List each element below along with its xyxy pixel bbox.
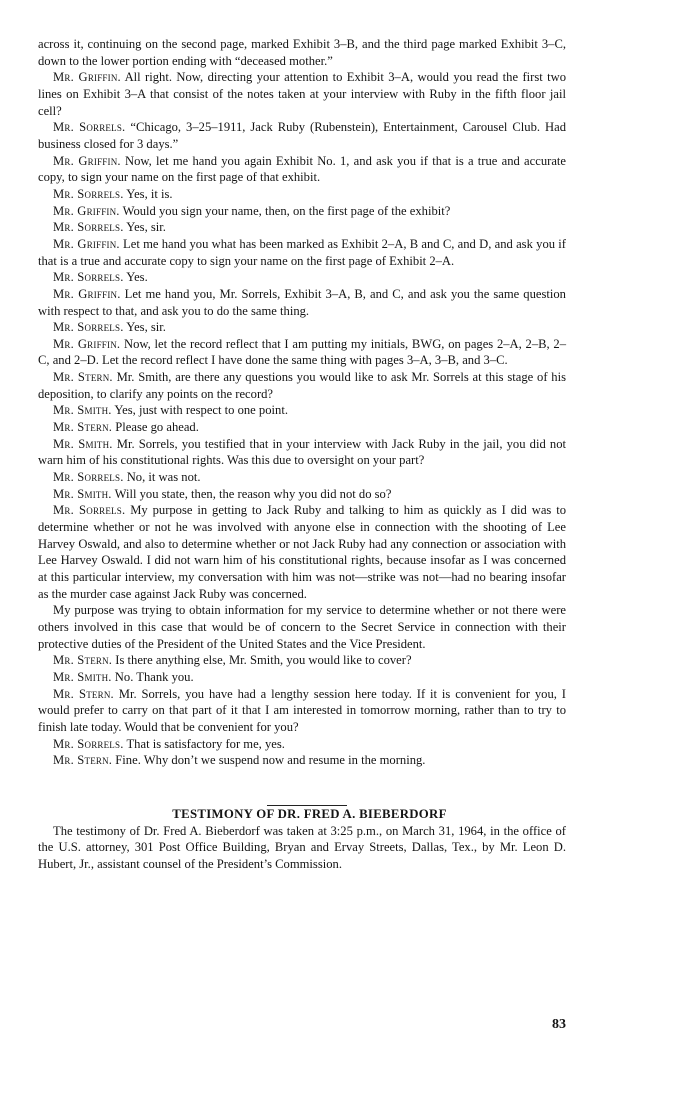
opening-paragraph: across it, continuing on the second page, marked Exhibit 3–B, and the third page marked Exhibit 3–C, down to the lower portion ending with “deceased mother.”	[38, 37, 566, 68]
exchange-text: No, it was not.	[123, 470, 201, 485]
exchange-paragraph	[38, 319, 566, 336]
exchange-text: Yes, sir.	[123, 320, 166, 335]
speaker-label: Mr. Sorrels.	[53, 503, 126, 518]
speaker-label: Mr. Stern.	[53, 370, 113, 385]
section-intro-paragraph: The testimony of Dr. Fred A. Bieberdorf was taken at 3:25 p.m., on March 31, 1964, in the office of the U.S. attorney, 301 Post Office Building, Bryan and Ervay Streets, Dallas, Tex., by Mr. Leon D. Hubert, Jr., assistant counsel of the President’s Commission.	[38, 823, 566, 871]
exchange-text: Yes, sir.	[123, 220, 166, 235]
exchange-paragraph	[38, 336, 566, 369]
exchange-paragraph	[38, 236, 566, 269]
section-divider	[267, 805, 347, 806]
speaker-label: Mr. Smith.	[53, 669, 112, 684]
exchange-text: Let me hand you what has been marked as Exhibit 2–A, B and C, and D, and ask you if that is a true and accurate copy to sign your name on the first page of Exhibit 2–A.	[38, 236, 566, 268]
exchange-paragraph	[38, 602, 566, 652]
speaker-label: Mr. Sorrels.	[53, 470, 124, 485]
exchange-text: Fine. Why don’t we suspend now and resume in the morning.	[112, 753, 426, 768]
speaker-label: Mr. Sorrels.	[53, 186, 124, 201]
exchange-text: Now, let me hand you again Exhibit No. 1, and ask you if that is a true and accurate copy, to sign your name on the first page of that exhibit.	[38, 153, 566, 185]
exchange-paragraph	[38, 369, 566, 402]
speaker-label: Mr. Griffin.	[53, 153, 121, 168]
speaker-label: Mr. Stern.	[53, 753, 113, 768]
exchange-paragraph	[38, 669, 566, 686]
speaker-label: Mr. Sorrels.	[53, 120, 126, 135]
exchange-text: Will you state, then, the reason why you did not do so?	[111, 486, 392, 501]
exchange-paragraph	[38, 119, 566, 152]
exchange-paragraph	[38, 752, 566, 769]
speaker-label: Mr. Smith.	[53, 436, 113, 451]
exchange-paragraph	[38, 469, 566, 486]
exchange-paragraph	[38, 652, 566, 669]
exchange-text: Now, let the record reflect that I am putting my initials, BWG, on pages 2–A, 2–B, 2–C, and 2–D. Let the record reflect I have done the same thing with pages 3–A, 3–B, and 3–C.	[38, 336, 566, 368]
exchange-text: Is there anything else, Mr. Smith, you would like to cover?	[112, 653, 412, 668]
exchange-text: My purpose was trying to obtain information for my service to determine whether or not there were others involved in this case that would be of concern to the Secret Service in connection with their protective duties of the President of the United States and the Vice President.	[38, 603, 566, 651]
speaker-label: Mr. Griffin.	[53, 70, 121, 85]
exchange-list	[38, 69, 566, 769]
speaker-label: Mr. Griffin.	[53, 286, 121, 301]
speaker-label: Mr. Smith.	[53, 486, 112, 501]
exchange-paragraph	[38, 153, 566, 186]
exchange-paragraph	[38, 219, 566, 236]
exchange-paragraph	[38, 69, 566, 119]
exchange-text: “Chicago, 3–25–1911, Jack Ruby (Rubenstein), Entertainment, Carousel Club. Had business closed for 3 days.”	[38, 120, 566, 151]
exchange-text: Mr. Smith, are there any questions you would like to ask Mr. Sorrels at this stage of his deposition, to clarify any points on the record?	[38, 370, 567, 401]
speaker-label: Mr. Sorrels.	[53, 736, 124, 751]
exchange-text: That is satisfactory for me, yes.	[123, 736, 285, 751]
exchange-text: Let me hand you, Mr. Sorrels, Exhibit 3–A, B, and C, and ask you the same question with respect to that, and ask you to do the same thing.	[38, 286, 566, 318]
exchange-text: Please go ahead.	[112, 420, 199, 435]
exchange-text: Would you sign your name, then, on the first page of the exhibit?	[119, 203, 451, 218]
exchange-paragraph	[38, 686, 566, 736]
speaker-label: Mr. Sorrels.	[53, 220, 124, 235]
speaker-label: Mr. Stern.	[53, 653, 113, 668]
exchange-paragraph	[38, 736, 566, 753]
exchange-paragraph	[38, 402, 566, 419]
exchange-text: Yes, it is.	[123, 186, 173, 201]
exchange-text: Mr. Sorrels, you testified that in your interview with Jack Ruby in the jail, you did not warn him of his constitutional rights. Was this due to oversight on your part?	[38, 436, 566, 468]
exchange-text: Yes.	[123, 270, 148, 285]
speaker-label: Mr. Sorrels.	[53, 320, 124, 335]
exchange-paragraph	[38, 269, 566, 286]
exchange-paragraph	[38, 286, 566, 319]
exchange-text: No. Thank you.	[111, 669, 194, 684]
exchange-paragraph	[38, 186, 566, 203]
speaker-label: Mr. Griffin.	[53, 236, 120, 251]
exchange-text: Mr. Sorrels, you have had a lengthy session here today. If it is convenient for you, I would prefer to carry on that part of it that I am interested in tomorrow morning, rather than to try to finish late today. Would that be convenient for you?	[38, 686, 566, 734]
exchange-text: Yes, just with respect to one point.	[111, 403, 288, 418]
exchange-paragraph	[38, 502, 566, 602]
exchange-paragraph	[38, 203, 566, 220]
speaker-label: Mr. Stern.	[53, 686, 114, 701]
page-number: 83	[552, 1017, 566, 1032]
exchange-text: My purpose in getting to Jack Ruby and talking to him as quickly as I did was to determine whether or not he was involved with anyone else in connection with the shooting of Lee Harvey Oswald, and also to determine whether or not Jack Ruby had any connection or association with Lee Harvey Oswald. I did not warn him of his constitutional rights, because insofar as I was concerned at this particular interview, my conversation with him was not—strike was not—had no bearing insofar as the murder case against Jack Ruby was concerned.	[38, 503, 567, 601]
exchange-paragraph	[38, 436, 566, 469]
speaker-label: Mr. Sorrels.	[53, 270, 124, 285]
speaker-label: Mr. Griffin.	[53, 336, 121, 351]
exchange-text: All right. Now, directing your attention to Exhibit 3–A, would you read the first two lines on Exhibit 3–A that consist of the notes taken at your interview with Ruby in the fifth floor jail cell?	[38, 70, 566, 118]
exchange-paragraph	[38, 486, 566, 503]
section-heading: TESTIMONY OF DR. FRED A. BIEBERDORF	[172, 806, 447, 821]
exchange-paragraph	[38, 419, 566, 436]
speaker-label: Mr. Stern.	[53, 420, 113, 435]
speaker-label: Mr. Griffin.	[53, 203, 120, 218]
speaker-label: Mr. Smith.	[53, 403, 112, 418]
